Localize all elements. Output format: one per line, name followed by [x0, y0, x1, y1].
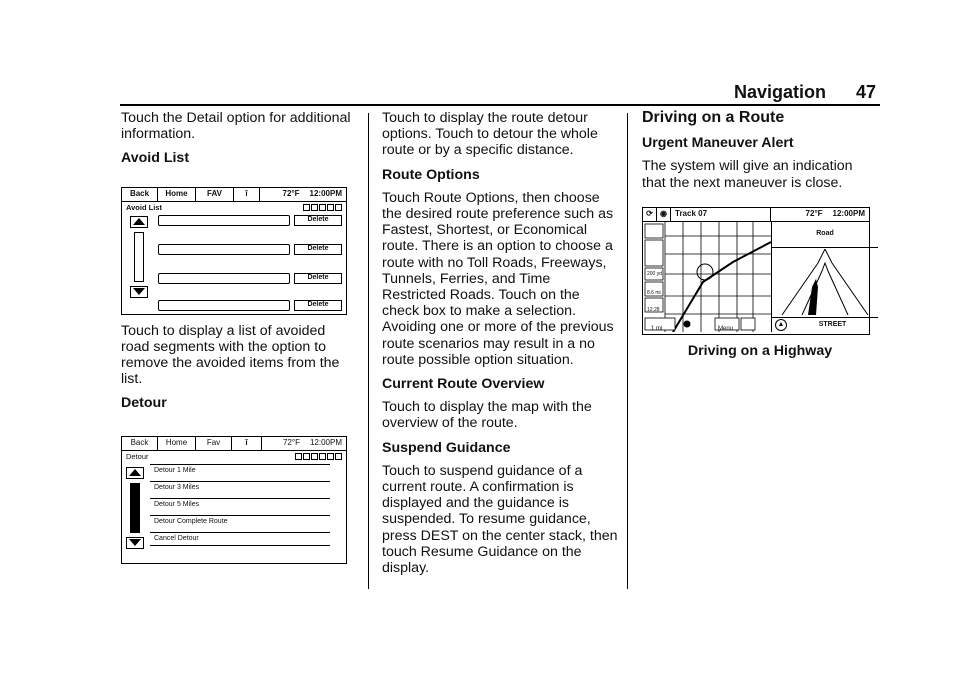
scroll-down-button[interactable] — [126, 537, 144, 549]
scroll-up-button[interactable] — [130, 216, 148, 228]
avoid-item-row[interactable] — [158, 273, 290, 284]
detour-text: Touch to display the route detour options. Touch to detour the whole route or by a specific distance. — [382, 110, 598, 159]
section-heading: Driving on a Route — [642, 109, 785, 126]
turn-distance: 200 yd — [647, 270, 663, 277]
arrow-down-icon — [133, 288, 145, 295]
menu-button[interactable]: Menu — [718, 325, 734, 332]
avoid-item-row[interactable] — [158, 244, 290, 255]
voice-icon[interactable]: ĭ — [234, 188, 260, 201]
overview-heading: Current Route Overview — [382, 376, 545, 393]
back-button[interactable]: Back — [122, 437, 158, 450]
urgent-text: The system will give an indication that the next maneuver is close. — [642, 158, 853, 191]
map-scale: 1 mi — [651, 325, 663, 332]
refresh-icon[interactable]: ⟳ — [643, 208, 657, 221]
detour-screen — [121, 436, 347, 564]
remaining-distance: 8.6 mi — [647, 289, 661, 296]
screen-title: Avoid List — [126, 202, 162, 212]
avoid-item-row[interactable] — [158, 215, 290, 226]
location-icon[interactable]: ◉ — [657, 208, 671, 221]
home-button[interactable]: Home — [158, 437, 196, 450]
detour-option[interactable]: Detour 1 Mile — [150, 464, 330, 478]
detour-heading: Detour — [121, 395, 167, 412]
screen-top-bar — [122, 437, 346, 451]
section-title: Navigation — [734, 82, 827, 102]
route-options-heading: Route Options — [382, 166, 480, 183]
column-2 — [382, 110, 618, 584]
page-number: 47 — [856, 82, 877, 102]
map-screen — [642, 207, 870, 335]
north-arrow-icon[interactable]: ▲ — [775, 319, 787, 331]
scroll-down-button[interactable] — [130, 286, 148, 298]
screen-subheader — [122, 451, 346, 463]
delete-button[interactable]: Delete — [294, 273, 342, 284]
detour-option[interactable]: Detour 5 Miles — [150, 498, 330, 512]
overview-text: Touch to display the map with the overview of the route. — [382, 399, 592, 432]
scroll-up-button[interactable] — [126, 467, 144, 479]
fav-button[interactable]: Fav — [196, 437, 232, 450]
header-rule — [120, 104, 880, 106]
clock: 12:00PM — [309, 189, 342, 199]
voice-icon[interactable]: ĭ — [232, 437, 262, 450]
avoid-item-row[interactable] — [158, 300, 290, 311]
maneuver-panel — [771, 222, 877, 332]
screen-top-bar — [643, 208, 869, 222]
avoid-list-text: Touch to display a list of avoided road segments with the option to remove the avoided items from the list. — [121, 322, 340, 388]
delete-button[interactable]: Delete — [294, 300, 342, 311]
column-3 — [642, 110, 878, 359]
scroll-track[interactable] — [134, 232, 144, 282]
intro-text: Touch the Detail option for additional information. — [121, 110, 351, 143]
column-divider — [627, 113, 628, 589]
temperature: 72°F — [805, 209, 823, 219]
avoid-list-heading: Avoid List — [121, 150, 190, 167]
map-view[interactable] — [643, 222, 771, 332]
delete-button[interactable]: Delete — [294, 215, 342, 226]
scroll-track[interactable] — [130, 483, 140, 533]
delete-button[interactable]: Delete — [294, 244, 342, 255]
clock: 12:00PM — [309, 438, 342, 448]
temperature: 72°F — [282, 189, 300, 199]
home-button[interactable]: Home — [158, 188, 196, 201]
fav-button[interactable]: FAV — [196, 188, 234, 201]
detour-option[interactable]: Cancel Detour — [150, 532, 330, 546]
track-label: Track 07 — [671, 208, 771, 221]
avoid-list-screen — [121, 187, 347, 315]
arrow-up-icon — [133, 218, 145, 225]
route-options-text: Touch Route Options, then choose the desired route preference such as Fastest, Shortest, or Economical route. There is an option to choose a route with no Toll Roads, Freeways, Tunnels, Ferries, and Time Restricted Roads. Touch on the check box to make a selection. Avoiding one or more of the previous route scenarios may result in a no route possible option situation. — [382, 189, 614, 368]
arrow-up-icon — [129, 469, 141, 476]
street-bar — [772, 317, 878, 332]
suspend-heading: Suspend Guidance — [382, 439, 511, 456]
status-icons — [303, 204, 342, 211]
street-name: STREET — [818, 320, 847, 328]
highway-graphic — [772, 249, 878, 315]
back-button[interactable]: Back — [122, 188, 158, 201]
suspend-text: Touch to suspend guidance of a current route. A confirmation is displayed and the guidance is suspended. To resume guidance, press DEST on the center stack, then touch Resume Guidance on the display. — [382, 462, 618, 577]
figure-caption: Driving on a Highway — [687, 342, 833, 359]
screen-title: Detour — [126, 451, 149, 461]
detour-option[interactable]: Detour Complete Route — [150, 515, 330, 529]
arrow-down-icon — [129, 539, 141, 546]
road-name: Road — [772, 222, 878, 248]
detour-option[interactable]: Detour 3 Miles — [150, 481, 330, 495]
urgent-heading: Urgent Maneuver Alert — [642, 135, 794, 152]
column-1 — [121, 110, 353, 564]
status-icons — [295, 453, 342, 460]
clock: 12:00PM — [832, 209, 865, 219]
temperature: 72°F — [282, 438, 300, 448]
arrival-time: 12:28 — [647, 306, 660, 313]
column-divider — [368, 113, 369, 589]
map-graphic — [643, 222, 771, 332]
